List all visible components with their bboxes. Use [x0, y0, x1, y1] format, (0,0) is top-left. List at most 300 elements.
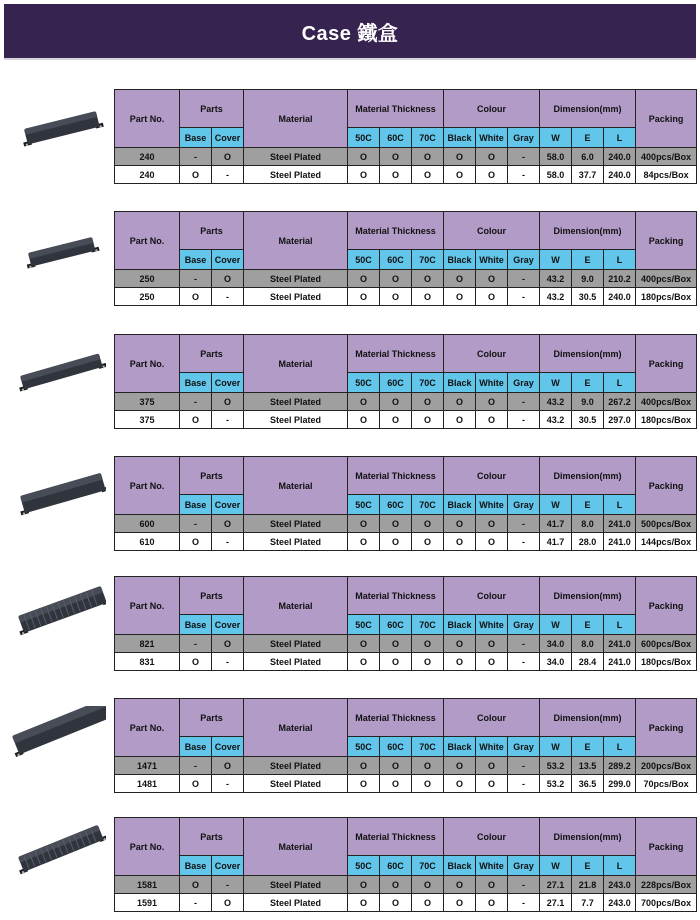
header-gray: Gray [508, 737, 540, 757]
cell-colour-gray: - [508, 270, 540, 288]
cell-colour-black: O [444, 148, 476, 166]
cell-part-no: 240 [115, 148, 180, 166]
case-product-icon [10, 97, 106, 157]
cell-colour-white: O [476, 757, 508, 775]
cell-thickness-50c: O [348, 876, 380, 894]
header-50c: 50C [348, 737, 380, 757]
cell-material: Steel Plated [244, 166, 348, 184]
header-dimension: Dimension(mm) [540, 818, 636, 856]
header-w: W [540, 373, 572, 393]
cell-thickness-50c: O [348, 757, 380, 775]
header-50c: 50C [348, 615, 380, 635]
cell-thickness-50c: O [348, 775, 380, 793]
cell-thickness-70c: O [412, 653, 444, 671]
spec-table [114, 211, 697, 306]
header-thickness: Material Thickness [348, 335, 444, 373]
cell-dim-l: 240.0 [604, 288, 636, 306]
product-image [10, 97, 106, 157]
cell-thickness-60c: O [380, 876, 412, 894]
table-row [115, 515, 697, 533]
header-gray: Gray [508, 856, 540, 876]
header-thickness: Material Thickness [348, 818, 444, 856]
cell-dim-e: 7.7 [572, 894, 604, 912]
spec-table [114, 817, 697, 912]
cell-colour-white: O [476, 515, 508, 533]
case-product-icon [10, 584, 106, 644]
header-50c: 50C [348, 250, 380, 270]
cell-base: - [180, 148, 212, 166]
cell-packing: 228pcs/Box [636, 876, 697, 894]
cell-dim-w: 34.0 [540, 635, 572, 653]
cell-colour-black: O [444, 876, 476, 894]
cell-colour-gray: - [508, 148, 540, 166]
cell-thickness-60c: O [380, 533, 412, 551]
header-part-no: Part No. [115, 577, 180, 635]
cell-thickness-60c: O [380, 148, 412, 166]
header-colour: Colour [444, 335, 540, 373]
cell-colour-gray: - [508, 775, 540, 793]
cell-base: O [180, 166, 212, 184]
cell-thickness-70c: O [412, 775, 444, 793]
header-packing: Packing [636, 699, 697, 757]
cell-packing: 600pcs/Box [636, 635, 697, 653]
case-product-icon [10, 342, 106, 402]
cell-base: - [180, 894, 212, 912]
header-l: L [604, 250, 636, 270]
cell-cover: O [212, 148, 244, 166]
cell-colour-black: O [444, 166, 476, 184]
cell-packing: 400pcs/Box [636, 270, 697, 288]
header-colour: Colour [444, 212, 540, 250]
cell-dim-e: 37.7 [572, 166, 604, 184]
cell-cover: - [212, 876, 244, 894]
cell-thickness-50c: O [348, 635, 380, 653]
header-dimension: Dimension(mm) [540, 577, 636, 615]
cell-cover: O [212, 515, 244, 533]
case-product-icon [10, 706, 106, 766]
cell-dim-w: 53.2 [540, 775, 572, 793]
cell-dim-w: 43.2 [540, 270, 572, 288]
header-thickness: Material Thickness [348, 90, 444, 128]
header-base: Base [180, 737, 212, 757]
page-title: Case 鐵盒 [301, 22, 399, 45]
product-image [10, 584, 106, 644]
header-60c: 60C [380, 737, 412, 757]
cell-base: - [180, 393, 212, 411]
cell-colour-white: O [476, 894, 508, 912]
header-50c: 50C [348, 373, 380, 393]
cell-dim-l: 241.0 [604, 515, 636, 533]
cell-cover: O [212, 393, 244, 411]
cell-dim-e: 8.0 [572, 515, 604, 533]
cell-dim-w: 58.0 [540, 148, 572, 166]
cell-material: Steel Plated [244, 635, 348, 653]
cell-dim-e: 6.0 [572, 148, 604, 166]
cell-part-no: 1581 [115, 876, 180, 894]
cell-thickness-60c: O [380, 894, 412, 912]
header-material: Material [244, 818, 348, 876]
header-parts: Parts [180, 335, 244, 373]
header-base: Base [180, 615, 212, 635]
header-white: White [476, 495, 508, 515]
header-base: Base [180, 250, 212, 270]
cell-thickness-70c: O [412, 148, 444, 166]
cell-dim-l: 240.0 [604, 166, 636, 184]
page-banner [4, 4, 696, 60]
header-packing: Packing [636, 212, 697, 270]
cell-colour-white: O [476, 288, 508, 306]
header-white: White [476, 373, 508, 393]
header-dimension: Dimension(mm) [540, 335, 636, 373]
header-part-no: Part No. [115, 457, 180, 515]
cell-material: Steel Plated [244, 894, 348, 912]
cell-part-no: 1481 [115, 775, 180, 793]
header-white: White [476, 737, 508, 757]
cell-dim-l: 241.0 [604, 653, 636, 671]
cell-colour-gray: - [508, 894, 540, 912]
header-parts: Parts [180, 818, 244, 856]
cell-thickness-70c: O [412, 894, 444, 912]
cell-colour-black: O [444, 288, 476, 306]
header-w: W [540, 615, 572, 635]
cell-cover: - [212, 775, 244, 793]
cell-thickness-60c: O [380, 515, 412, 533]
cell-material: Steel Plated [244, 876, 348, 894]
cell-base: O [180, 533, 212, 551]
product-section [0, 817, 700, 917]
header-e: E [572, 128, 604, 148]
cell-packing: 180pcs/Box [636, 653, 697, 671]
cell-material: Steel Plated [244, 288, 348, 306]
cell-cover: O [212, 757, 244, 775]
cell-colour-white: O [476, 876, 508, 894]
cell-packing: 400pcs/Box [636, 148, 697, 166]
cell-dim-w: 43.2 [540, 393, 572, 411]
cell-base: O [180, 775, 212, 793]
cell-base: O [180, 653, 212, 671]
header-colour: Colour [444, 90, 540, 128]
cell-packing: 84pcs/Box [636, 166, 697, 184]
header-parts: Parts [180, 90, 244, 128]
header-packing: Packing [636, 577, 697, 635]
cell-thickness-70c: O [412, 288, 444, 306]
cell-colour-white: O [476, 166, 508, 184]
header-dimension: Dimension(mm) [540, 212, 636, 250]
cell-part-no: 375 [115, 393, 180, 411]
header-base: Base [180, 495, 212, 515]
header-white: White [476, 128, 508, 148]
cell-colour-gray: - [508, 876, 540, 894]
cell-dim-e: 13.5 [572, 757, 604, 775]
cell-dim-l: 241.0 [604, 635, 636, 653]
cell-part-no: 1471 [115, 757, 180, 775]
cell-dim-e: 9.0 [572, 393, 604, 411]
cell-thickness-50c: O [348, 166, 380, 184]
cell-thickness-70c: O [412, 635, 444, 653]
cell-thickness-70c: O [412, 411, 444, 429]
header-70c: 70C [412, 128, 444, 148]
header-60c: 60C [380, 856, 412, 876]
header-w: W [540, 495, 572, 515]
header-cover: Cover [212, 250, 244, 270]
cell-packing: 180pcs/Box [636, 411, 697, 429]
header-60c: 60C [380, 615, 412, 635]
header-parts: Parts [180, 699, 244, 737]
header-e: E [572, 495, 604, 515]
cell-material: Steel Plated [244, 515, 348, 533]
cell-colour-black: O [444, 393, 476, 411]
header-parts: Parts [180, 577, 244, 615]
header-60c: 60C [380, 373, 412, 393]
header-l: L [604, 128, 636, 148]
header-black: Black [444, 856, 476, 876]
case-product-icon [10, 825, 106, 885]
cell-thickness-70c: O [412, 166, 444, 184]
spec-table [114, 89, 697, 184]
cell-thickness-60c: O [380, 393, 412, 411]
cell-thickness-60c: O [380, 411, 412, 429]
cell-cover: O [212, 270, 244, 288]
cell-dim-l: 299.0 [604, 775, 636, 793]
product-image [10, 219, 106, 279]
cell-dim-e: 21.8 [572, 876, 604, 894]
cell-thickness-60c: O [380, 635, 412, 653]
table-row [115, 894, 697, 912]
header-black: Black [444, 737, 476, 757]
cell-colour-gray: - [508, 166, 540, 184]
header-dimension: Dimension(mm) [540, 90, 636, 128]
cell-thickness-60c: O [380, 775, 412, 793]
cell-colour-gray: - [508, 288, 540, 306]
header-e: E [572, 856, 604, 876]
header-60c: 60C [380, 250, 412, 270]
cell-dim-e: 36.5 [572, 775, 604, 793]
header-colour: Colour [444, 818, 540, 856]
cell-thickness-50c: O [348, 653, 380, 671]
table-row [115, 653, 697, 671]
cell-colour-gray: - [508, 515, 540, 533]
cell-dim-w: 41.7 [540, 515, 572, 533]
cell-part-no: 831 [115, 653, 180, 671]
cell-colour-white: O [476, 393, 508, 411]
cell-dim-e: 9.0 [572, 270, 604, 288]
header-colour: Colour [444, 457, 540, 495]
header-e: E [572, 373, 604, 393]
spec-table [114, 456, 697, 551]
cell-part-no: 610 [115, 533, 180, 551]
cell-colour-white: O [476, 533, 508, 551]
cell-dim-l: 297.0 [604, 411, 636, 429]
header-gray: Gray [508, 495, 540, 515]
header-gray: Gray [508, 250, 540, 270]
cell-thickness-60c: O [380, 653, 412, 671]
header-70c: 70C [412, 495, 444, 515]
header-gray: Gray [508, 615, 540, 635]
cell-colour-black: O [444, 775, 476, 793]
cell-cover: O [212, 894, 244, 912]
cell-material: Steel Plated [244, 270, 348, 288]
cell-thickness-60c: O [380, 757, 412, 775]
header-50c: 50C [348, 856, 380, 876]
header-base: Base [180, 128, 212, 148]
header-l: L [604, 737, 636, 757]
header-60c: 60C [380, 495, 412, 515]
header-black: Black [444, 250, 476, 270]
cell-colour-white: O [476, 148, 508, 166]
cell-colour-white: O [476, 411, 508, 429]
cell-dim-e: 8.0 [572, 635, 604, 653]
cell-packing: 70pcs/Box [636, 775, 697, 793]
cell-dim-l: 240.0 [604, 148, 636, 166]
cell-base: O [180, 876, 212, 894]
cell-colour-gray: - [508, 635, 540, 653]
header-parts: Parts [180, 212, 244, 250]
cell-thickness-60c: O [380, 288, 412, 306]
table-row [115, 148, 697, 166]
header-gray: Gray [508, 373, 540, 393]
product-image [10, 464, 106, 524]
table-row [115, 757, 697, 775]
cell-dim-w: 27.1 [540, 894, 572, 912]
cell-base: - [180, 515, 212, 533]
cell-dim-e: 30.5 [572, 411, 604, 429]
cell-colour-white: O [476, 635, 508, 653]
cell-dim-e: 30.5 [572, 288, 604, 306]
header-dimension: Dimension(mm) [540, 457, 636, 495]
cell-thickness-70c: O [412, 515, 444, 533]
case-product-icon [10, 464, 106, 524]
spec-table [114, 334, 697, 429]
cell-colour-black: O [444, 411, 476, 429]
cell-dim-l: 241.0 [604, 533, 636, 551]
cell-thickness-70c: O [412, 270, 444, 288]
header-packing: Packing [636, 335, 697, 393]
header-white: White [476, 856, 508, 876]
product-section [0, 89, 700, 189]
header-w: W [540, 250, 572, 270]
header-colour: Colour [444, 699, 540, 737]
header-cover: Cover [212, 373, 244, 393]
header-gray: Gray [508, 128, 540, 148]
header-part-no: Part No. [115, 335, 180, 393]
cell-colour-gray: - [508, 393, 540, 411]
header-cover: Cover [212, 737, 244, 757]
table-row [115, 270, 697, 288]
cell-part-no: 821 [115, 635, 180, 653]
table-row [115, 635, 697, 653]
header-thickness: Material Thickness [348, 577, 444, 615]
header-cover: Cover [212, 495, 244, 515]
cell-material: Steel Plated [244, 393, 348, 411]
header-colour: Colour [444, 577, 540, 615]
header-l: L [604, 373, 636, 393]
cell-part-no: 240 [115, 166, 180, 184]
cell-thickness-60c: O [380, 270, 412, 288]
cell-dim-e: 28.4 [572, 653, 604, 671]
header-part-no: Part No. [115, 699, 180, 757]
cell-packing: 700pcs/Box [636, 894, 697, 912]
product-image [10, 706, 106, 766]
cell-cover: - [212, 411, 244, 429]
cell-dim-w: 41.7 [540, 533, 572, 551]
spec-table [114, 698, 697, 793]
header-white: White [476, 615, 508, 635]
cell-thickness-50c: O [348, 288, 380, 306]
cell-thickness-50c: O [348, 533, 380, 551]
cell-material: Steel Plated [244, 757, 348, 775]
cell-thickness-50c: O [348, 411, 380, 429]
cell-colour-gray: - [508, 533, 540, 551]
header-parts: Parts [180, 457, 244, 495]
case-product-icon [10, 219, 106, 279]
header-cover: Cover [212, 615, 244, 635]
product-section [0, 334, 700, 434]
cell-base: O [180, 288, 212, 306]
header-part-no: Part No. [115, 90, 180, 148]
cell-dim-w: 53.2 [540, 757, 572, 775]
header-cover: Cover [212, 128, 244, 148]
cell-colour-black: O [444, 894, 476, 912]
cell-thickness-70c: O [412, 757, 444, 775]
header-w: W [540, 737, 572, 757]
cell-dim-l: 289.2 [604, 757, 636, 775]
product-image [10, 342, 106, 402]
cell-dim-e: 28.0 [572, 533, 604, 551]
header-part-no: Part No. [115, 212, 180, 270]
header-packing: Packing [636, 818, 697, 876]
header-white: White [476, 250, 508, 270]
cell-cover: - [212, 288, 244, 306]
header-material: Material [244, 335, 348, 393]
cell-thickness-50c: O [348, 148, 380, 166]
cell-colour-black: O [444, 515, 476, 533]
header-thickness: Material Thickness [348, 212, 444, 250]
header-l: L [604, 495, 636, 515]
cell-dim-l: 210.2 [604, 270, 636, 288]
header-material: Material [244, 90, 348, 148]
cell-thickness-50c: O [348, 894, 380, 912]
cell-thickness-60c: O [380, 166, 412, 184]
header-60c: 60C [380, 128, 412, 148]
cell-colour-black: O [444, 635, 476, 653]
cell-dim-w: 43.2 [540, 288, 572, 306]
header-e: E [572, 615, 604, 635]
header-50c: 50C [348, 128, 380, 148]
cell-thickness-70c: O [412, 393, 444, 411]
header-w: W [540, 128, 572, 148]
cell-material: Steel Plated [244, 653, 348, 671]
product-image [10, 825, 106, 885]
cell-part-no: 375 [115, 411, 180, 429]
header-black: Black [444, 495, 476, 515]
header-packing: Packing [636, 457, 697, 515]
cell-base: - [180, 270, 212, 288]
header-50c: 50C [348, 495, 380, 515]
cell-thickness-70c: O [412, 533, 444, 551]
cell-material: Steel Plated [244, 775, 348, 793]
cell-colour-white: O [476, 653, 508, 671]
table-row [115, 876, 697, 894]
header-base: Base [180, 373, 212, 393]
table-row [115, 166, 697, 184]
cell-dim-w: 58.0 [540, 166, 572, 184]
cell-colour-black: O [444, 270, 476, 288]
header-70c: 70C [412, 737, 444, 757]
cell-colour-white: O [476, 775, 508, 793]
header-dimension: Dimension(mm) [540, 699, 636, 737]
cell-colour-white: O [476, 270, 508, 288]
product-section [0, 576, 700, 676]
